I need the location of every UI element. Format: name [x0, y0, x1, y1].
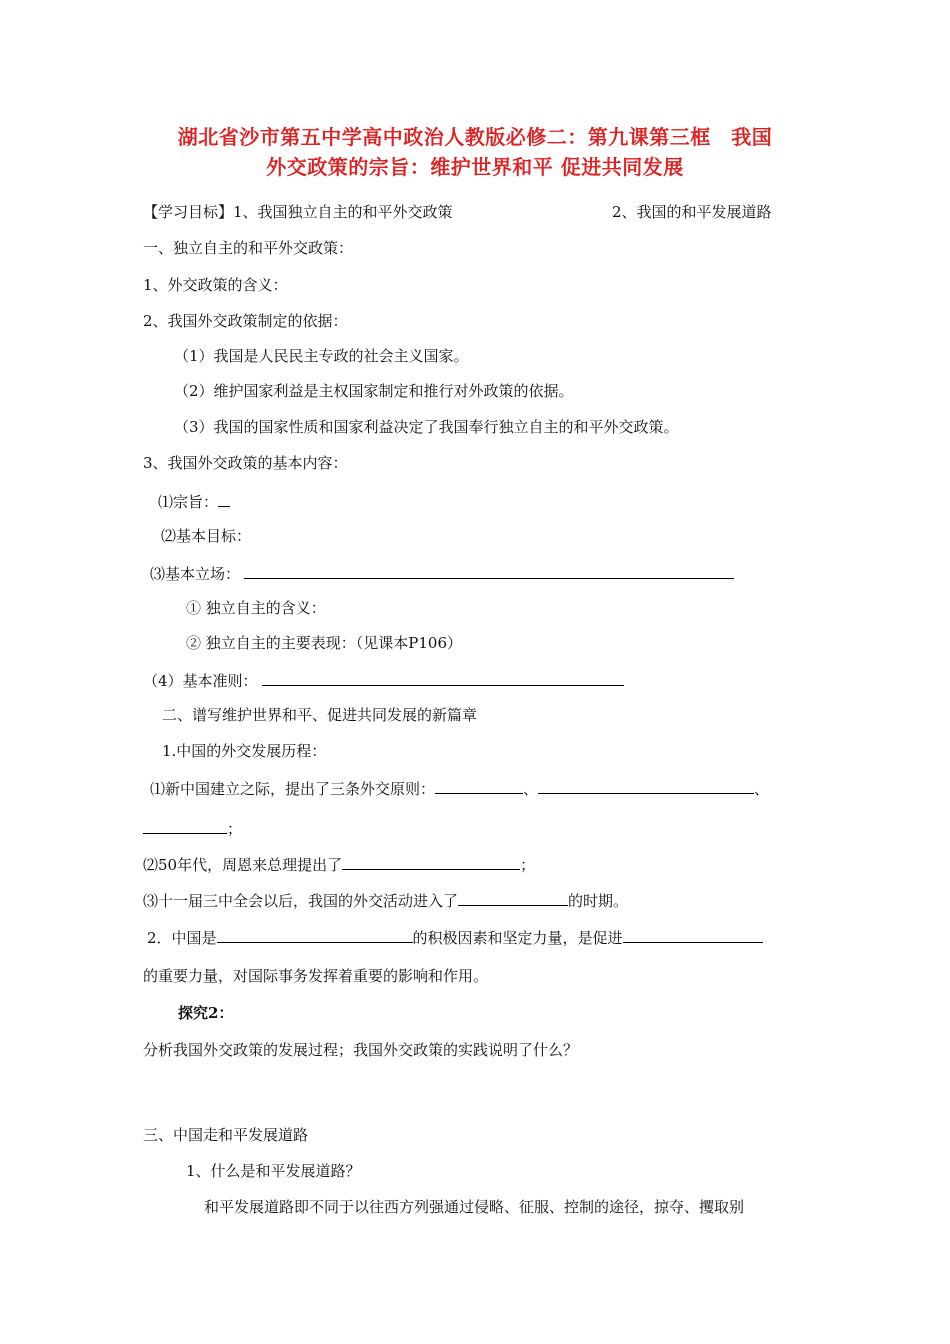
history-item-2	[143, 853, 535, 875]
history-item-1-cont	[143, 817, 242, 839]
content-principle	[143, 669, 624, 691]
basis-item-3: （3）我国的国家性质和国家利益决定了我国奉行独立自主的和平外交政策。	[174, 418, 679, 436]
section-3-heading: 三、中国走和平发展道路	[143, 1126, 309, 1144]
blank-purpose[interactable]	[218, 490, 230, 507]
blank-stance[interactable]	[244, 562, 734, 579]
content-stance-label: ⑶基本立场：	[150, 565, 241, 583]
content-goal: ⑵基本目标：	[161, 527, 252, 545]
blank-new-period[interactable]	[458, 889, 568, 906]
blank-five-principles[interactable]	[342, 853, 520, 870]
history-item-1-label: ⑴新中国建立之际，提出了三条外交原则：	[150, 780, 436, 798]
section-2-heading: 二、谱写维护世界和平、促进共同发展的新篇章	[162, 706, 478, 724]
blank-principle[interactable]	[262, 669, 624, 686]
stance-sub-2: ② 独立自主的主要表现：（见课本P106）	[186, 634, 462, 652]
content-principle-label: （4）基本准则：	[143, 672, 258, 690]
question-2-2-cont: 的重要力量，对国际事务发挥着重要的影响和作用。	[143, 967, 489, 985]
history-item-2-end: ；	[520, 856, 536, 874]
history-item-1	[150, 777, 769, 799]
section-1-heading: 一、独立自主的和平外交政策：	[143, 239, 354, 257]
content-stance	[150, 562, 734, 584]
blank-development[interactable]	[623, 926, 763, 943]
stance-sub-1: ① 独立自主的含义：	[186, 599, 326, 617]
history-item-2-label: ⑵50年代，周恩来总理提出了	[143, 856, 343, 874]
blank-peace-factor[interactable]	[217, 926, 413, 943]
section-3-paragraph: 和平发展道路即不同于以往西方列强通过侵略、征服、控制的途径，掠夺、攫取别	[204, 1198, 745, 1216]
inquiry-question: 分析我国外交政策的发展过程；我国外交政策的实践说明了什么？	[143, 1041, 579, 1059]
question-2-2	[147, 926, 763, 948]
history-item-3-label: ⑶十一届三中全会以后，我国的外交活动进入了	[143, 892, 459, 910]
learning-objective-2: 2、我国的和平发展道路	[612, 203, 772, 221]
question-2-1: 1.中国的外交发展历程：	[162, 742, 327, 760]
separator-1: 、	[523, 780, 539, 798]
learning-objectives: 【学习目标】1、我国独立自主的和平外交政策	[143, 203, 453, 221]
question-3-1: 1、什么是和平发展道路？	[186, 1162, 361, 1180]
basis-item-1: （1）我国是人民民主专政的社会主义国家。	[174, 347, 469, 365]
question-2-2-part-a: 2．中国是	[147, 929, 217, 947]
document-title-line-2: 外交政策的宗旨：维护世界和平 促进共同发展	[266, 155, 684, 179]
basis-item-2: （2）维护国家利益是主权国家制定和推行对外政策的依据。	[174, 382, 574, 400]
question-2-2-part-b: 的积极因素和坚定力量，是促进	[412, 929, 623, 947]
history-item-1-end: ；	[227, 820, 243, 838]
inquiry-label: 探究2：	[178, 1004, 234, 1022]
history-item-3	[143, 889, 628, 911]
blank-principle-a[interactable]	[435, 777, 523, 794]
question-1-2: 2、我国外交政策制定的依据：	[143, 312, 348, 330]
content-purpose	[158, 490, 230, 512]
blank-principle-b[interactable]	[538, 777, 754, 794]
question-1-1: 1、外交政策的含义：	[143, 276, 288, 294]
separator-2: 、	[754, 780, 770, 798]
question-1-3: 3、我国外交政策的基本内容：	[143, 454, 348, 472]
document-title-line-1: 湖北省沙市第五中学高中政治人教版必修二：第九课第三框 我国	[177, 125, 773, 149]
content-purpose-label: ⑴宗旨：	[158, 493, 219, 511]
blank-principle-c[interactable]	[143, 817, 227, 834]
history-item-3-end: 的时期。	[568, 892, 629, 910]
